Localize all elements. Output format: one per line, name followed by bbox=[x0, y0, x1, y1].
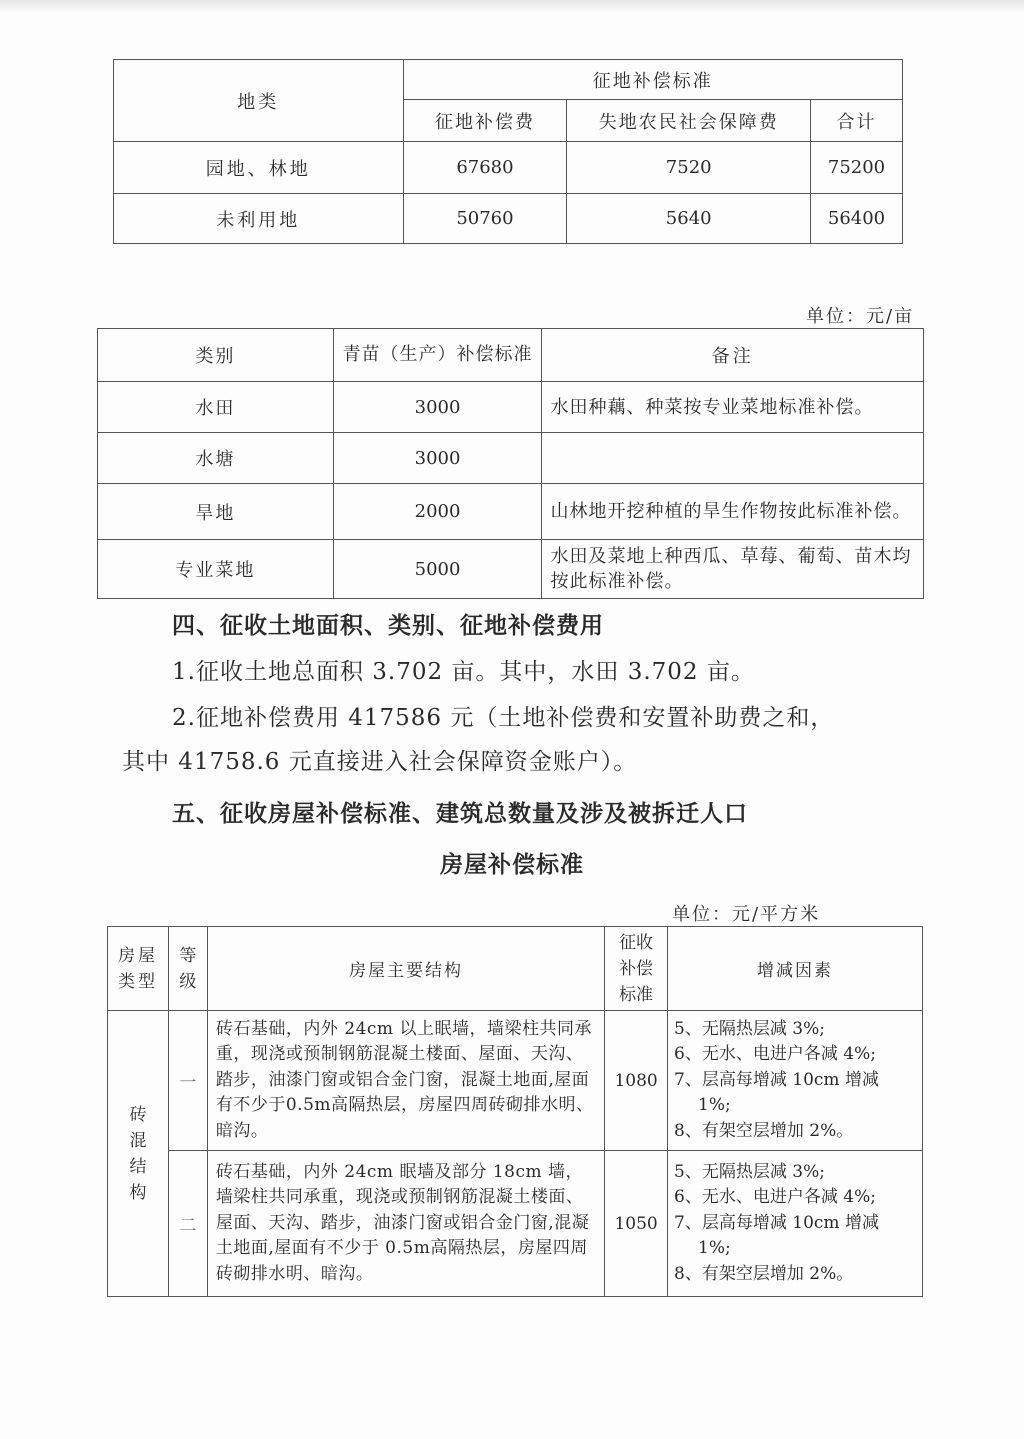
category: 水塘 bbox=[98, 433, 334, 484]
note bbox=[542, 433, 924, 484]
note: 山林地开挖种植的旱生作物按此标准补偿。 bbox=[542, 484, 924, 540]
standard-value: 3000 bbox=[333, 433, 542, 484]
factor-item: 1%; bbox=[698, 1095, 731, 1116]
standard-value: 1080 bbox=[605, 1011, 668, 1151]
factors-list bbox=[668, 1151, 923, 1297]
header-crop-standard-text: 青苗（生产）补偿标准 bbox=[342, 344, 533, 365]
total-value: 75200 bbox=[811, 142, 903, 194]
factor-item: 6、无水、电进户各减 4%; bbox=[674, 1187, 876, 1208]
compensation-value: 67680 bbox=[403, 142, 567, 194]
section-4-item-2-line-1: 2.征地补偿费用 417586 元（土地补偿费和安置补助费之和， bbox=[172, 705, 835, 731]
table-row bbox=[98, 433, 924, 484]
land-compensation-table bbox=[113, 59, 903, 244]
header-structure: 房屋主要结构 bbox=[207, 927, 604, 1011]
header-note: 备注 bbox=[542, 329, 924, 382]
factor-item: 6、无水、电进户各减 4%; bbox=[674, 1044, 876, 1065]
table-row bbox=[98, 540, 924, 599]
table-row bbox=[114, 142, 903, 194]
category: 水田 bbox=[98, 382, 334, 433]
header-standard-text: 征收补偿标准 bbox=[619, 932, 654, 1005]
subheader-social-security: 失地农民社会保障费 bbox=[567, 100, 811, 142]
section-4-item-1: 1.征收土地总面积 3.702 亩。其中，水田 3.702 亩。 bbox=[172, 659, 755, 685]
table-row bbox=[108, 1011, 923, 1151]
house-table-title: 房屋补偿标准 bbox=[440, 851, 584, 878]
header-grade bbox=[168, 927, 207, 1011]
table-row bbox=[98, 484, 924, 540]
section-4-item-2-line-2: 其中 41758.6 元直接进入社会保障资金账户）。 bbox=[122, 749, 638, 775]
header-factors: 增减因素 bbox=[668, 927, 923, 1011]
total-value: 56400 bbox=[811, 194, 903, 244]
table-row bbox=[114, 194, 903, 244]
header-grade-text: 等级 bbox=[179, 945, 197, 992]
subheader-compensation: 征地补偿费 bbox=[403, 100, 567, 142]
section-4-heading: 四、征收土地面积、类别、征地补偿费用 bbox=[172, 612, 604, 639]
header-category: 类别 bbox=[98, 329, 334, 382]
structure-description: 砖石基础，内外 24cm 以上眠墙，墙梁柱共同承重，现浇或预制钢筋混凝土楼面、屋面、天沟、踏步，油漆门窗或铝合金门窗，混凝土地面,屋面有不少于0.5m高隔热层，房屋四周砖砌排水明、暗沟。 bbox=[207, 1011, 604, 1151]
factor-item: 8、有架空层增加 2%。 bbox=[674, 1263, 854, 1284]
unit-label-mu: 单位：元/亩 bbox=[806, 306, 915, 327]
house-type-value bbox=[108, 1011, 169, 1297]
compensation-value: 50760 bbox=[403, 194, 567, 244]
factor-item: 7、层高每增减 10cm 增减 bbox=[674, 1212, 879, 1233]
section-5-heading: 五、征收房屋补偿标准、建筑总数量及涉及被拆迁人口 bbox=[172, 800, 748, 827]
unit-label-sqm: 单位：元/平方米 bbox=[672, 904, 821, 925]
note: 水田种藕、种菜按专业菜地标准补偿。 bbox=[542, 382, 924, 433]
crop-compensation-table bbox=[97, 328, 924, 599]
factor-item: 5、无隔热层减 3%; bbox=[674, 1018, 825, 1039]
factor-item: 7、层高每增减 10cm 增减 bbox=[674, 1069, 879, 1090]
subheader-total: 合计 bbox=[811, 100, 903, 142]
grade-value: 二 bbox=[168, 1151, 207, 1297]
standard-value: 2000 bbox=[333, 484, 542, 540]
note: 水田及菜地上种西瓜、草莓、葡萄、苗木均按此标准补偿。 bbox=[542, 540, 924, 599]
standard-value: 1050 bbox=[605, 1151, 668, 1297]
table-row bbox=[98, 382, 924, 433]
header-compensation-standard: 征地补偿标准 bbox=[403, 60, 902, 100]
standard-value: 5000 bbox=[333, 540, 542, 599]
social-security-value: 7520 bbox=[567, 142, 811, 194]
factor-item: 8、有架空层增加 2%。 bbox=[674, 1120, 854, 1141]
header-land-type: 地类 bbox=[114, 60, 404, 142]
structure-description: 砖石基础，内外 24cm 眠墙及部分 18cm 墙，墙梁柱共同承重，现浇或预制钢筋混凝土楼面、屋面、天沟、踏步，油漆门窗或铝合金门窗,混凝土地面,屋面有不少于 0.5m高隔热层，房屋四周砖砌排水明、暗沟。 bbox=[207, 1151, 604, 1297]
category: 专业菜地 bbox=[98, 540, 334, 599]
grade-value: 一 bbox=[168, 1011, 207, 1151]
header-standard bbox=[605, 927, 668, 1011]
category: 旱地 bbox=[98, 484, 334, 540]
land-type: 园地、林地 bbox=[114, 142, 404, 194]
factor-item: 1%; bbox=[698, 1238, 731, 1259]
header-house-type bbox=[108, 927, 169, 1011]
factor-item: 5、无隔热层减 3%; bbox=[674, 1161, 825, 1182]
house-compensation-table bbox=[107, 926, 923, 1297]
social-security-value: 5640 bbox=[567, 194, 811, 244]
standard-value: 3000 bbox=[333, 382, 542, 433]
scan-shadow bbox=[0, 0, 1024, 14]
house-type-text: 砖混结构 bbox=[129, 1104, 147, 1203]
table-row bbox=[108, 1151, 923, 1297]
land-type: 未利用地 bbox=[114, 194, 404, 244]
factors-list bbox=[668, 1011, 923, 1151]
header-crop-standard bbox=[333, 329, 542, 382]
header-house-type-text: 房屋类型 bbox=[117, 945, 158, 992]
